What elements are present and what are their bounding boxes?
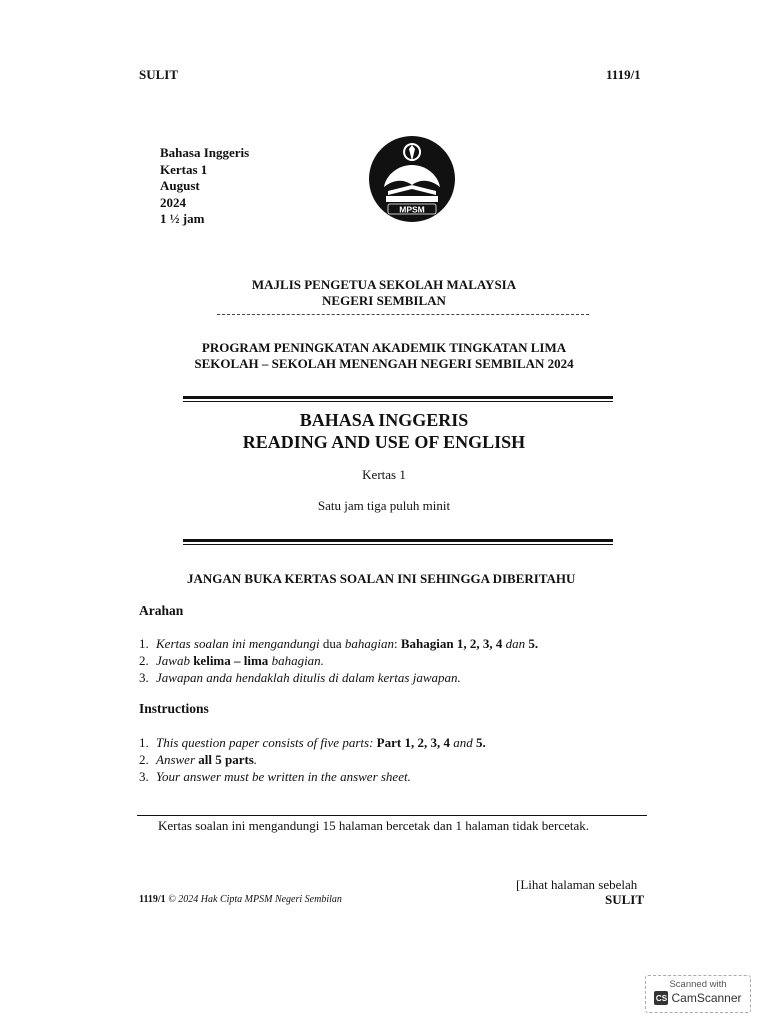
- program-title: [0, 340, 768, 372]
- copyright-line: [139, 894, 342, 905]
- item-text: Kertas soalan ini mengandungi: [156, 636, 320, 651]
- item-text: Your answer must be written in the answer sheet.: [156, 769, 411, 784]
- organization-line: NEGERI SEMBILAN: [322, 293, 446, 308]
- footer-rule: [137, 815, 647, 816]
- organization-line: MAJLIS PENGETUA SEKOLAH MALAYSIA: [251, 277, 517, 292]
- camscanner-icon: CS: [654, 991, 668, 1005]
- mpsm-logo-icon: [368, 135, 456, 223]
- double-rule: [183, 539, 613, 545]
- arahan-heading: Arahan: [139, 603, 184, 618]
- classification-label: SULIT: [139, 67, 179, 82]
- item-number: 1.: [139, 735, 149, 750]
- subject-block: [160, 145, 249, 228]
- watermark-line: Scanned with: [669, 979, 727, 990]
- item-text: and: [449, 735, 476, 750]
- copyright-text: © 2024 Hak Cipta MPSM Negeri Sembilan: [165, 894, 342, 905]
- footer-classification: SULIT: [605, 892, 645, 907]
- item-text: all 5 parts: [198, 752, 254, 767]
- list-item: [139, 669, 538, 686]
- warning-notice: JANGAN BUKA KERTAS SOALAN INI SEHINGGA DIBERITAHU: [187, 571, 576, 586]
- program-line: SEKOLAH – SEKOLAH MENENGAH NEGERI SEMBILAN 2024: [194, 356, 574, 371]
- item-number: 3.: [139, 769, 149, 784]
- subject-line: 2024: [160, 194, 186, 210]
- paper-code: 1119/1: [606, 67, 641, 82]
- item-text: dan: [502, 636, 529, 651]
- list-item: [139, 734, 486, 751]
- program-line: PROGRAM PENINGKATAN AKADEMIK TINGKATAN LIMA: [201, 340, 567, 355]
- page-count-note: Kertas soalan ini mengandungi 15 halaman bercetak dan 1 halaman tidak bercetak.: [158, 818, 589, 833]
- watermark-brand: CamScanner: [671, 991, 742, 1005]
- item-number: 2.: [139, 752, 149, 767]
- item-text: bahagian: [344, 636, 394, 651]
- dashed-divider: [217, 314, 589, 315]
- list-item: [139, 751, 486, 768]
- item-text: bahagian.: [268, 653, 324, 668]
- item-text: .: [253, 752, 258, 767]
- logo-text: MPSM: [399, 204, 425, 215]
- item-text: Jawapan anda hendaklah ditulis di dalam kertas jawapan.: [156, 670, 461, 685]
- organization: [0, 277, 768, 309]
- footer-code: 1119/1: [139, 894, 166, 905]
- item-text: :: [369, 735, 377, 750]
- item-text: dua: [319, 636, 345, 651]
- list-item: [139, 652, 538, 669]
- paper-number: Kertas 1: [362, 467, 406, 482]
- title-line: READING AND USE OF ENGLISH: [242, 432, 526, 452]
- item-text: 5.: [528, 636, 539, 651]
- item-text: :: [394, 636, 401, 651]
- duration: Satu jam tiga puluh minit: [317, 498, 451, 513]
- subject-line: 1 ½ jam: [160, 211, 205, 226]
- subject-line: Bahasa Inggeris: [160, 145, 250, 160]
- camscanner-watermark: [645, 975, 751, 1013]
- item-text: Bahagian 1, 2, 3, 4: [400, 636, 503, 651]
- double-rule: [183, 396, 613, 402]
- arahan-list: [139, 635, 538, 686]
- exam-title: [0, 409, 768, 453]
- list-item: [139, 635, 538, 652]
- item-number: 1.: [139, 636, 149, 651]
- subject-line: August: [160, 178, 200, 193]
- item-text: kelima – lima: [193, 653, 269, 668]
- subject-line: Kertas 1: [160, 161, 208, 177]
- item-number: 3.: [139, 670, 149, 685]
- instructions-heading: Instructions: [139, 701, 209, 716]
- instructions-list: [139, 734, 486, 785]
- item-text: Answer: [156, 752, 199, 767]
- title-line: BAHASA INGGERIS: [299, 410, 469, 430]
- item-text: Jawab: [156, 653, 194, 668]
- item-text: Part 1, 2, 3, 4: [376, 735, 450, 750]
- next-page-note: [Lihat halaman sebelah: [516, 877, 638, 892]
- item-text: This question paper consists of five parts: [156, 735, 370, 750]
- item-text: 5.: [475, 735, 486, 750]
- item-number: 2.: [139, 653, 149, 668]
- list-item: [139, 768, 486, 785]
